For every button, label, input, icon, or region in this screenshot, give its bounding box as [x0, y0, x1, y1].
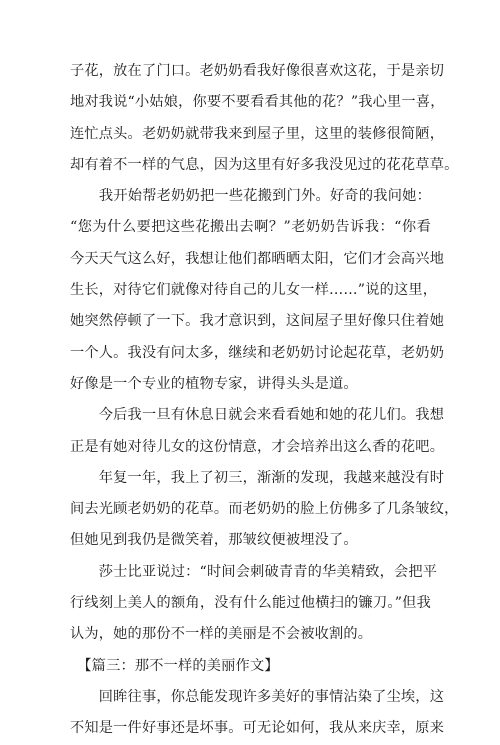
text-line: “您为什么要把这些花搬出去啊？”老奶奶告诉我：“你看: [70, 219, 431, 236]
text-line: 正是有她对待儿女的这份情意，才会培养出这么香的花吧。: [70, 438, 445, 455]
text-line: 间去光顾老奶奶的花草。而老奶奶的脸上仿佛多了几条皱纹，: [70, 501, 459, 518]
text-line: 年复一年，我上了初三，渐渐的发现，我越来越没有时: [70, 469, 445, 486]
text-line: 地对我说“小姑娘，你要不要看看其他的花？”我心里一喜，: [70, 94, 445, 111]
text-line: 她突然停顿了一下。我才意识到，这间屋子里好像只住着她: [70, 313, 445, 330]
text-line: 今天天气这么好，我想让他们都晒晒太阳，它们才会高兴地: [70, 250, 445, 267]
text-line: 回眸往事，你总能发现许多美好的事情沾染了尘埃，这: [70, 688, 445, 705]
text-line: 但她见到我仍是微笑着，那皱纹便被埋没了。: [70, 532, 358, 549]
text-line: 连忙点头。老奶奶就带我来到屋子里，这里的装修很简陋，: [70, 125, 445, 142]
text-line: 好像是一个专业的植物专家，讲得头头是道。: [70, 375, 358, 392]
text-line: 今后我一旦有休息日就会来看看她和她的花儿们。我想: [70, 407, 445, 424]
section-heading: 【篇三：那不一样的美丽作文】: [70, 657, 279, 674]
text-line: 认为，她的那份不一样的美丽是不会被收割的。: [70, 626, 373, 643]
text-line: 不知是一件好事还是坏事。可无论如何，我从来庆幸，原来: [70, 720, 445, 737]
essay-body: [70, 56, 459, 745]
text-line: 一个人。我没有问太多，继续和老奶奶讨论起花草，老奶奶: [70, 344, 445, 361]
text-line: 生长，对待它们就像对待自己的儿女一样……”说的这里，: [70, 282, 438, 299]
text-line: 子花，放在了门口。老奶奶看我好像很喜欢这花，于是亲切: [70, 63, 445, 79]
text-line: 行线刻上美人的额角，没有什么能过他横扫的镰刀。”但我: [70, 595, 431, 612]
text-line: 莎士比亚说过：“时间会刺破青青的华美精致，会把平: [70, 563, 438, 580]
text-line: 我开始帮老奶奶把一些花搬到门外。好奇的我问她：: [70, 188, 431, 205]
text-line: 却有着不一样的气息，因为这里有好多我没见过的花花草草。: [70, 156, 459, 173]
